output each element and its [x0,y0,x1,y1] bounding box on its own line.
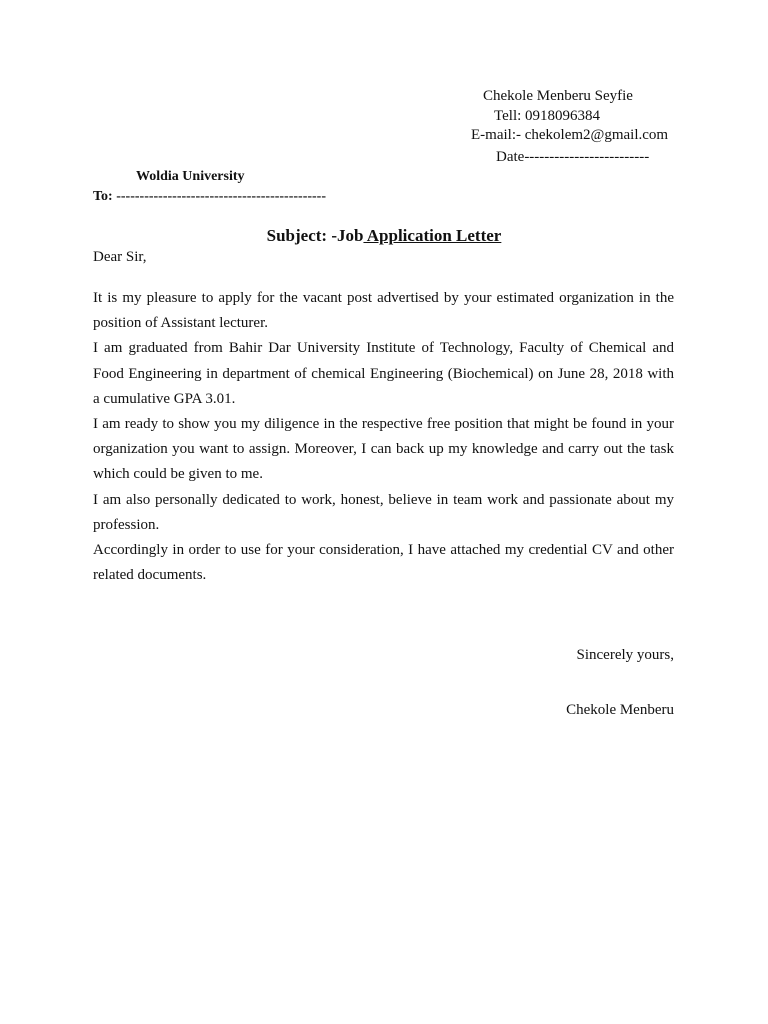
recipient-organization: Woldia University [136,169,245,184]
subject-title: Application Letter [363,226,502,245]
subject-prefix: Subject: -Job [266,226,364,245]
sender-phone: Tell: 0918096384 [494,108,601,124]
body-paragraph: I am graduated from Bahir Dar University Institute of Technology, Faculty of Chemical and Food Engineering in department of chemical Engineering (Biochemical) on June 28, 2018 with a cumulative GPA 3.01. [93,340,674,407]
body-paragraph: I am also personally dedicated to work, honest, believe in team work and passionate about my profession. [93,491,674,533]
letter-date: Date------------------------- [496,149,650,165]
letter-subject [0,226,768,246]
body-paragraph: Accordingly in order to use for your consideration, I have attached my credential CV and other related documents. [93,542,674,584]
sender-email: E-mail:- chekolem2@gmail.com [471,127,669,143]
sender-name: Chekole Menberu Seyfie [483,88,633,104]
closing: Sincerely yours, [576,647,674,663]
signature-name: Chekole Menberu [566,702,674,718]
recipient-to-line: To: --------------------------------------------- [93,189,327,204]
salutation: Dear Sir, [93,249,147,265]
letter-body [93,286,674,588]
body-paragraph: I am ready to show you my diligence in the respective free position that might be found in your organization you want to assign. Moreover, I can back up my knowledge and carry out the task which could be given to me. [93,416,674,483]
body-paragraph: It is my pleasure to apply for the vacant post advertised by your estimated organization in the position of Assistant lecturer. [93,290,674,332]
